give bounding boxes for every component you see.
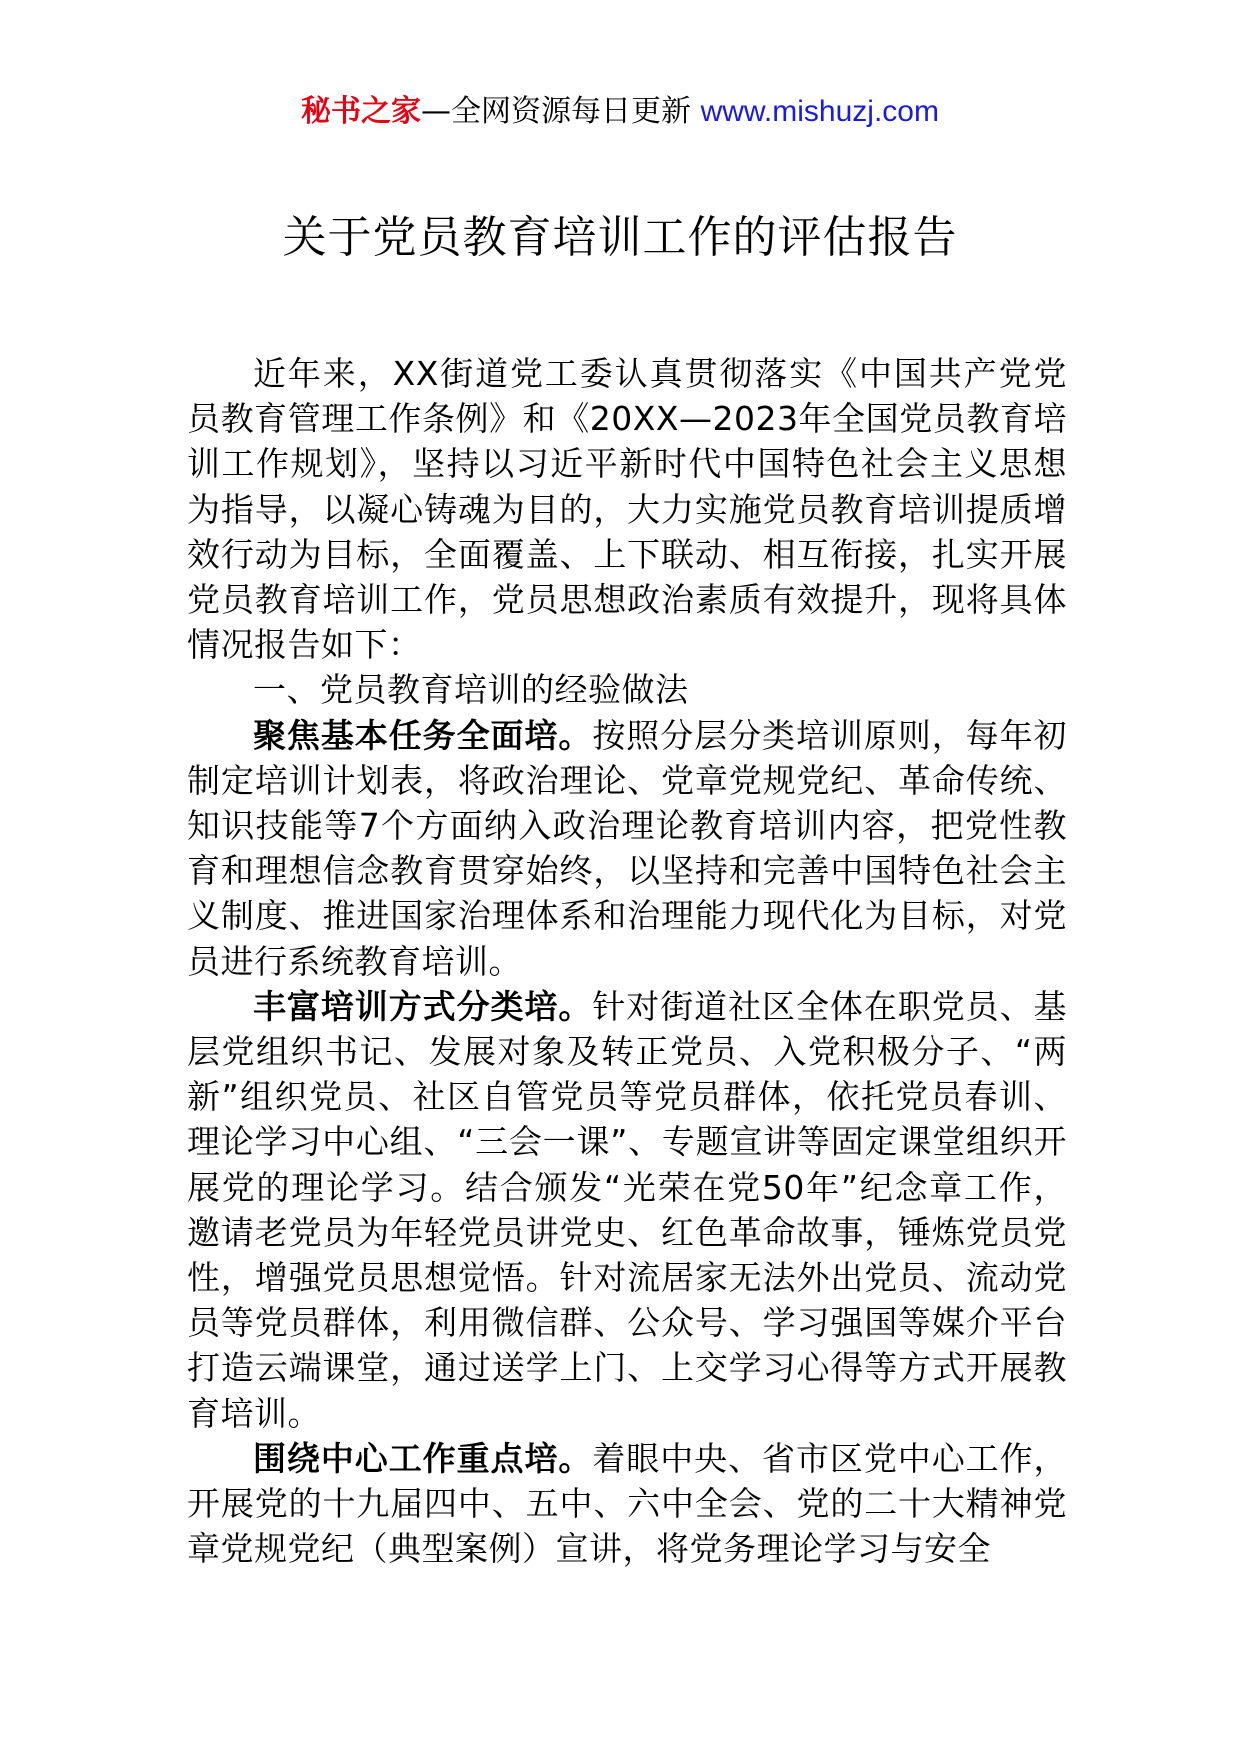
site-tagline: —全网资源每日更新 [421, 94, 701, 129]
item-text: 着眼中央、省市区党中心工作，开展党的十九届四中、五中、六中全会、党的二十大精神党章党规党纪（典型案例）宣讲，将党务理论学习与安全 [187, 1438, 1068, 1569]
item-paragraph [187, 713, 1067, 984]
site-url-link[interactable]: www.mishuzj.com [700, 95, 939, 128]
intro-paragraph: 近年来，XX街道党工委认真贯彻落实《中国共产党党员教育管理工作条例》和《20XX—2023年全国党员教育培训工作规划》，坚持以习近平新时代中国特色社会主义思想为指导，以凝心铸魂为目的，大力实施党员教育培训提质增效行动为目标，全面覆盖、上下联动、相互衔接，扎实开展党员教育培训工作，党员思想政治素质有效提升，现将具体情况报告如下： [187, 354, 1067, 665]
document-body [187, 351, 1067, 1571]
item-paragraph [187, 1436, 1067, 1572]
item-text: 针对街道社区全体在职党员、基层党组织书记、发展对象及转正党员、入党积极分子、“两新”组织党员、社区自管党员等党员群体，依托党员春训、理论学习中心组、“三会一课”、专题宣讲等固定课堂组织开展党的理论学习。结合颁发“光荣在党50年”纪念章工作，邀请老党员为年轻党员讲党史、红色革命故事，锤炼党员党性，增强党员思想觉悟。针对流居家无法外出党员、流动党员等党员群体，利用微信群、公众号、学习强国等媒介平台打造云端课堂，通过送学上门、上交学习心得等方式开展教育培训。 [187, 986, 1068, 1433]
item-lead: 聚焦基本任务全面培。 [253, 715, 593, 755]
item-lead: 围绕中心工作重点培。 [253, 1438, 593, 1478]
section-heading: 一、党员教育培训的经验做法 [253, 670, 689, 710]
document-title: 关于党员教育培训工作的评估报告 [282, 212, 958, 263]
item-paragraph [187, 984, 1067, 1436]
item-lead: 丰富培训方式分类培。 [253, 986, 593, 1026]
item-text: 按照分层分类培训原则，每年初制定培训计划表，将政治理论、党章党规党纪、革命传统、知识技能等7个方面纳入政治理论教育培训内容，把党性教育和理想信念教育贯穿始终，以坚持和完善中国特色社会主义制度、推进国家治理体系和治理能力现代化为目标，对党员进行系统教育培训。 [187, 715, 1068, 981]
site-banner [0, 92, 1240, 132]
site-name: 秘书之家 [301, 94, 422, 129]
